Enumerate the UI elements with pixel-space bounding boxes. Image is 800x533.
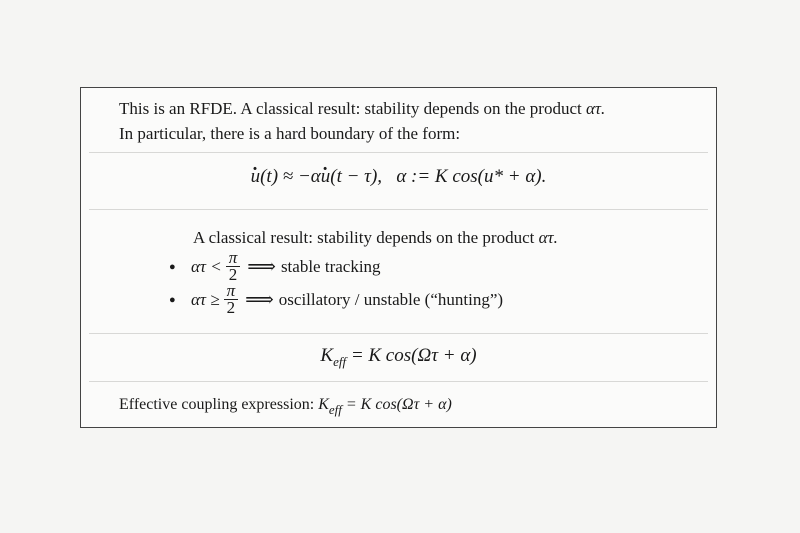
fraction-denominator: 2: [226, 298, 236, 317]
divider: [89, 209, 708, 210]
intro-paragraph: [119, 96, 716, 146]
footer-text: Effective coupling expression:: [119, 396, 315, 413]
divider: [89, 152, 708, 153]
bullet-dot-icon: ●: [169, 260, 176, 273]
footer-line: [119, 396, 716, 418]
eq-rhs-udot: . u: [321, 166, 331, 188]
footer-rhs: = K cos(Ωτ + α): [345, 396, 452, 413]
bullet-label: stable tracking: [280, 256, 381, 276]
divider: [89, 333, 708, 334]
eq-lhs-arg: (t) ≈ −α: [260, 166, 321, 187]
pi-over-two-fraction: [226, 250, 241, 283]
intro-line-1-math: ατ.: [585, 99, 606, 118]
bullet-label: oscillatory / unstable (“hunting”): [278, 289, 504, 309]
footer-k: K: [318, 396, 329, 413]
eq-lhs-udot: . u: [251, 166, 261, 188]
intro-line-2: In particular, there is a hard boundary of the form:: [119, 124, 461, 143]
implies-arrow-icon: ⟹: [247, 256, 276, 278]
bullet-unstable: [169, 283, 716, 316]
keff-equation: [81, 345, 716, 370]
implies-arrow-icon: ⟹: [245, 289, 274, 311]
eq-rhs-arg: (t − τ),: [330, 166, 383, 187]
math-card: [80, 87, 717, 428]
bullet-stable: [169, 250, 716, 283]
keff-k: K: [320, 345, 334, 366]
bullet-dot-icon: ●: [169, 293, 176, 306]
bullet-lhs: ατ ≥: [191, 289, 220, 309]
stability-bullets: [169, 250, 716, 316]
fraction-numerator: π: [224, 283, 239, 300]
summary-line: [193, 228, 716, 248]
summary-text: A classical result: stability depends on the product: [193, 228, 535, 247]
divider: [89, 381, 708, 382]
keff-sub: eff: [333, 354, 347, 369]
pi-over-two-fraction: [224, 283, 239, 316]
fraction-numerator: π: [226, 250, 241, 267]
intro-line-1: [119, 96, 716, 121]
footer-sub: eff: [328, 402, 342, 417]
equation-rfde: [81, 166, 716, 188]
intro-line-1-text: This is an RFDE. A classical result: stability depends on the product: [119, 99, 582, 118]
eq-alpha-def: α := K cos(u* + α).: [396, 166, 547, 187]
bullet-lhs: ατ <: [191, 256, 222, 276]
summary-math: ατ.: [538, 228, 558, 247]
fraction-denominator: 2: [228, 265, 238, 284]
keff-rhs: = K cos(Ωτ + α): [350, 345, 477, 366]
